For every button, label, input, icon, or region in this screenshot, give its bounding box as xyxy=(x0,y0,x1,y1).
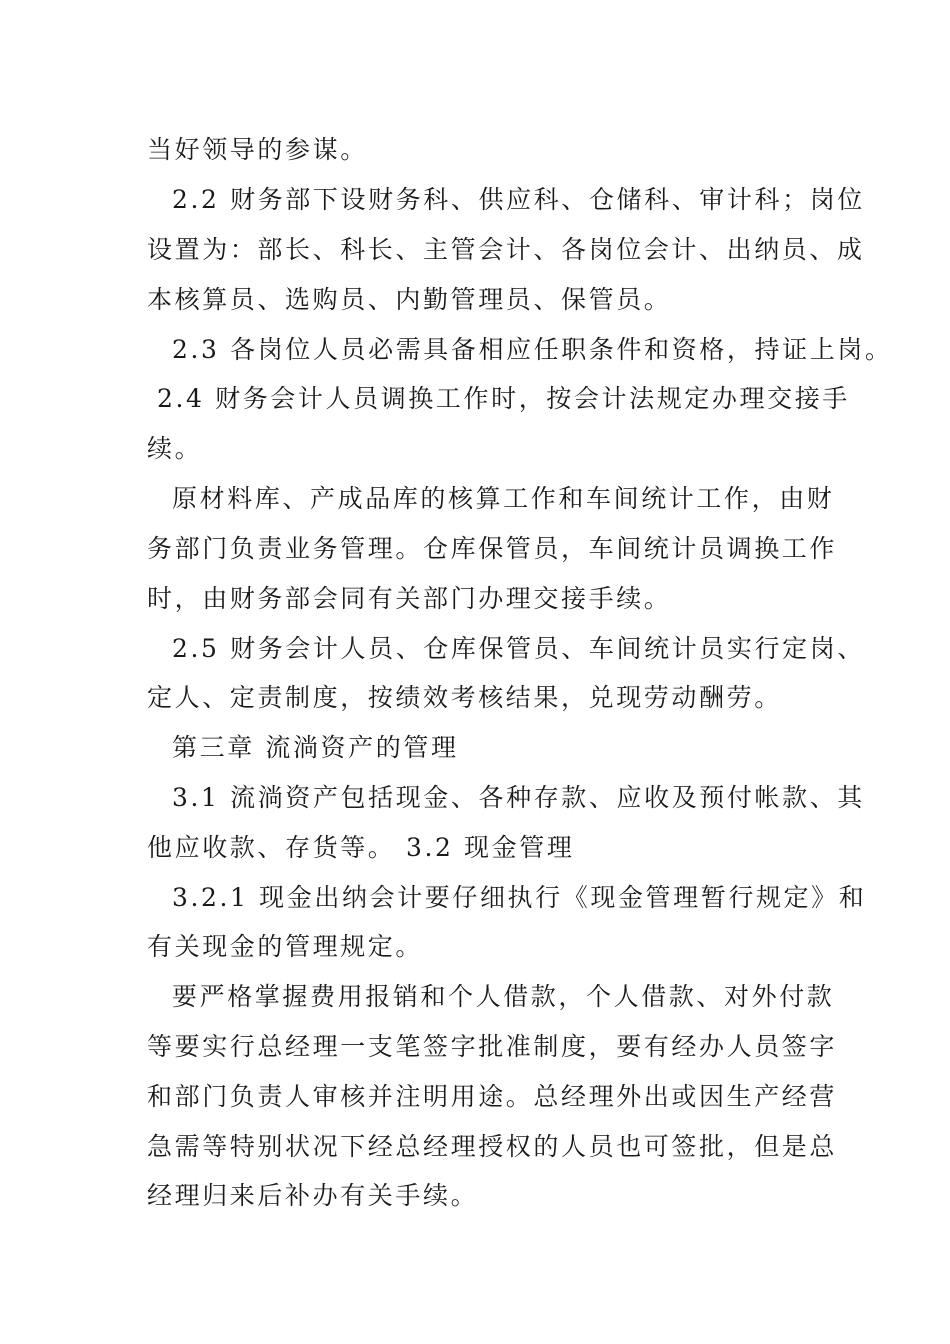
text-line: 当好领导的参谋。 xyxy=(147,135,368,164)
text-line: 有关现金的管理规定。 xyxy=(147,932,424,961)
text-line: 和部门负责人审核并注明用途。总经理外出或因生产经营 xyxy=(147,1082,838,1111)
text-line: 本核算员、选购员、内勤管理员、保管员。 xyxy=(147,285,672,314)
text-line: 定人、定责制度，按绩效考核结果，兑现劳动酬劳。 xyxy=(147,683,782,712)
text-line: 等要实行总经理一支笔签字批准制度，要有经办人员签字 xyxy=(147,1032,838,1061)
text-line: 时，由财务部会同有关部门办理交接手续。 xyxy=(147,584,672,613)
text-line: 务部门负责业务管理。仓库保管员，车间统计员调换工作 xyxy=(147,534,838,563)
text-line: 2.3 各岗位人员必需具备相应任职条件和资格，持证上岗。 xyxy=(172,335,893,364)
text-line: 续。 xyxy=(147,434,203,463)
text-line: 原材料库、产成品库的核算工作和车间统计工作，由财 xyxy=(172,484,835,513)
text-line: 设置为：部长、科长、主管会计、各岗位会计、出纳员、成 xyxy=(147,235,865,264)
text-line: 3.1 流淌资产包括现金、各种存款、应收及预付帐款、其 xyxy=(172,783,865,812)
text-line: 2.5 财务会计人员、仓库保管员、车间统计员实行定岗、 xyxy=(172,634,865,663)
text-line: 要严格掌握费用报销和个人借款，个人借款、对外付款 xyxy=(172,982,835,1011)
text-line: 经理归来后补办有关手续。 xyxy=(147,1181,479,1210)
text-line: 2.2 财务部下设财务科、供应科、仓储科、审计科；岗位 xyxy=(172,185,865,214)
section-heading: 第三章 流淌资产的管理 xyxy=(172,733,459,762)
text-line: 3.2.1 现金出纳会计要仔细执行《现金管理暂行规定》和 xyxy=(172,883,867,912)
text-line: 2.4 财务会计人员调换工作时，按会计法规定办理交接手 xyxy=(157,384,850,413)
text-line: 他应收款、存货等。 3.2 现金管理 xyxy=(147,833,575,862)
text-line: 急需等特别状况下经总经理授权的人员也可签批，但是总 xyxy=(147,1132,838,1161)
